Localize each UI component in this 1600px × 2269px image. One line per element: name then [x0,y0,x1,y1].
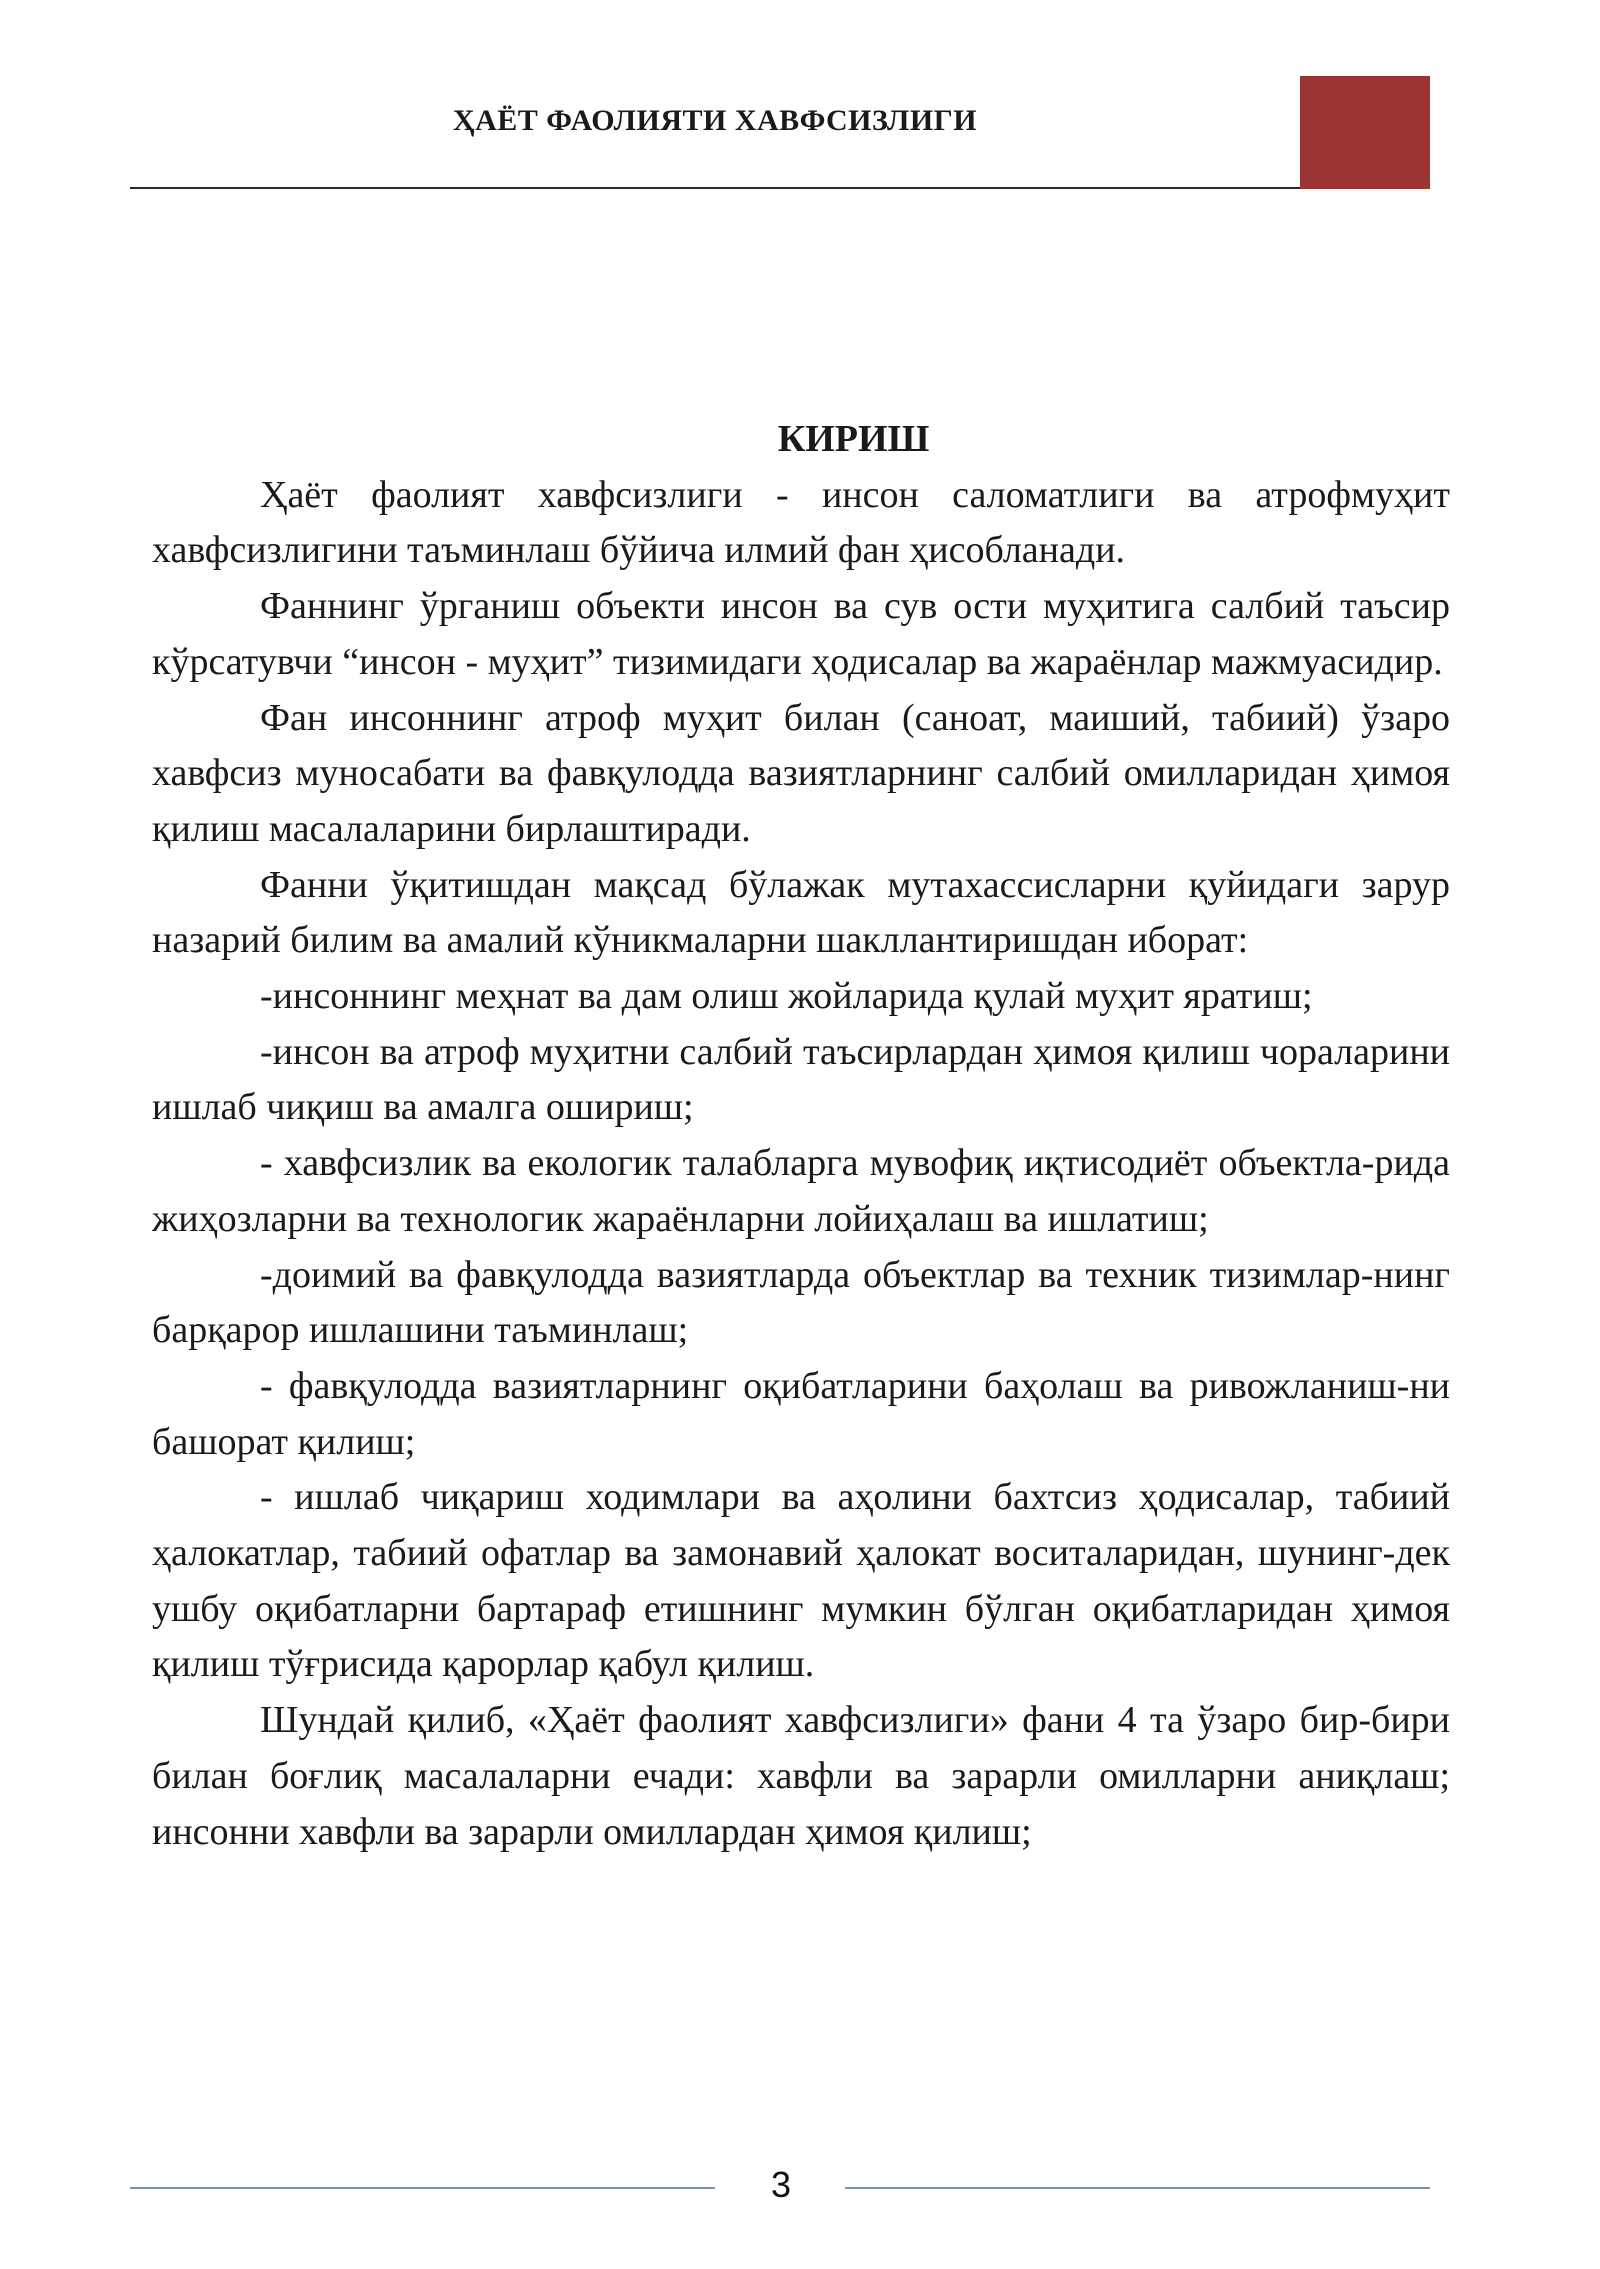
paragraph-definition: Ҳаёт фаолият хавфсизлиги - инсон саломатлиги ва атрофмуҳит хавфсизлигини таъминлаш бўйича илмий фан ҳисобланади. [152,473,1450,572]
footer-rule-left [130,2187,715,2189]
page-number: 3 [770,2164,792,2205]
header-divider [130,187,1300,189]
paragraph-object: Фаннинг ўрганиш объекти инсон ва сув ости муҳитига салбий таъсир кўрсатувчи “инсон - муҳит” тизимидаги ҳодисалар ва жараёнлар мажмуасидир. [152,585,1450,683]
paragraph-goal: Фанни ўқитишдан мақсад бўлажак мутахассисларни қуйидаги зарур назарий билим ва амалий кўникмаларни шакллантиришдан иборат: [152,863,1450,962]
running-header-title: ҲАЁТ ФАОЛИЯТИ ХАВФСИЗЛИГИ [452,104,978,137]
footer-rule-right [845,2187,1430,2189]
list-item-decisions: - ишлаб чиқариш ходимлари ва аҳолини бахтсиз ҳодисалар, табиий ҳалокатлар, табиий офатлар ва замонавий ҳалокат воситаларидан, шунинг-дек ушбу оқибатларни бартараф етишнинг мумкин бўлган оқибатларидан ҳимоя қилиш тўғрисида қарорлар қабул қилиш. [152,1476,1450,1686]
list-item-comfort: -инсоннинг меҳнат ва дам олиш жойларида қулай муҳит яратиш; [260,975,1313,1018]
list-item-forecast: - фавқулодда вазиятларнинг оқибатларини баҳолаш ва ривожланиш-ни башорат қилиш; [152,1364,1450,1463]
paragraph-scope: Фан инсоннинг атроф муҳит билан (саноат, маиший, табиий) ўзаро хавфсиз муносабати ва фавқулодда вазиятларнинг салбий омилларидан ҳимоя қилиш масалаларини бирлаштиради. [152,696,1450,850]
paragraph-summary: Шундай қилиб, «Ҳаёт фаолият хавфсизлиги» фани 4 та ўзаро бир-бири билан боғлиқ масалаларни ечади: хавфли ва зарарли омилларни аниқлаш; инсонни хавфли ва зарарли омиллардан ҳимоя қилиш; [152,1699,1450,1853]
header-accent-block [1300,76,1430,189]
list-item-design: - хавфсизлик ва екологик талабларга мувофиқ иқтисодиёт объектла-рида жиҳозларни ва технологик жараёнларни лойиҳалаш ва ишлатиш; [152,1142,1450,1240]
list-item-stability: -доимий ва фавқулодда вазиятларда объектлар ва техник тизимлар-нинг барқарор ишлашини таъминлаш; [152,1253,1450,1352]
page-body [152,412,1450,1860]
section-heading: КИРИШ [777,418,930,460]
list-item-protection: -инсон ва атроф муҳитни салбий таъсирлардан ҳимоя қилиш чораларини ишлаб чиқиш ва амалга ошириш; [152,1030,1450,1129]
